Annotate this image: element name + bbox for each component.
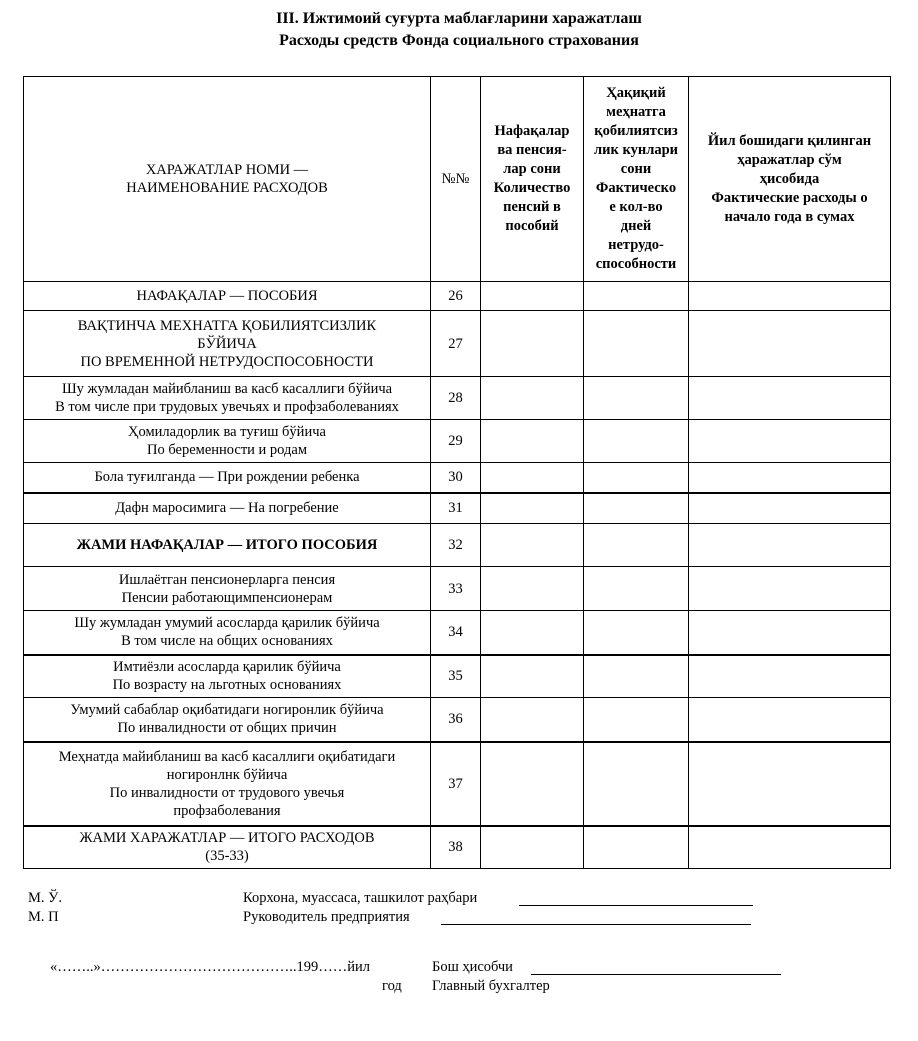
row-number: 29 [431, 420, 481, 463]
table-row [24, 311, 891, 377]
row-actual-expenses-cell[interactable] [689, 611, 891, 655]
row-actual-expenses-cell[interactable] [689, 420, 891, 463]
row-disability-days-cell[interactable] [584, 567, 689, 611]
row-number: 34 [431, 611, 481, 655]
row-number: 27 [431, 311, 481, 377]
row-pensions-count-cell[interactable] [481, 567, 584, 611]
header-actual-expenses: Йил бошидаги қилинган ҳаражатлар сўм ҳисобида Фактические расходы о начало года в сумах [689, 77, 891, 282]
table-row [24, 420, 891, 463]
row-pensions-count-cell[interactable] [481, 611, 584, 655]
header-disability-days: Ҳақиқий меҳнатга қобилиятсиз лик кунлари сони Фактическо е кол-во дней нетрудо- способности [584, 77, 689, 282]
table-row [24, 567, 891, 611]
row-actual-expenses-cell[interactable] [689, 742, 891, 826]
row-actual-expenses-cell[interactable] [689, 567, 891, 611]
row-expense-name: Ишлаётган пенсионерларга пенсия Пенсии работающимпенсионерам [24, 567, 431, 611]
row-number: 32 [431, 524, 481, 567]
row-number: 26 [431, 282, 481, 311]
head-label-ru: Руководитель предприятия [243, 909, 410, 925]
head-label-uz: Корхона, муассаса, ташкилот раҳбари [243, 890, 478, 906]
row-disability-days-cell[interactable] [584, 282, 689, 311]
table-row [24, 463, 891, 493]
row-pensions-count-cell[interactable] [481, 655, 584, 698]
row-number: 37 [431, 742, 481, 826]
table-row [24, 655, 891, 698]
row-disability-days-cell[interactable] [584, 655, 689, 698]
section-title-ru: Расходы средств Фонда социального страхования [279, 32, 639, 49]
table-row [24, 377, 891, 420]
row-actual-expenses-cell[interactable] [689, 655, 891, 698]
row-pensions-count-cell[interactable] [481, 826, 584, 869]
row-pensions-count-cell[interactable] [481, 742, 584, 826]
row-pensions-count-cell[interactable] [481, 524, 584, 567]
head-signature-line [519, 905, 753, 906]
row-actual-expenses-cell[interactable] [689, 698, 891, 742]
row-number: 30 [431, 463, 481, 493]
accountant-label-uz: Бош ҳисобчи [432, 959, 513, 975]
head-signature-line-ru [441, 924, 751, 925]
date-line: «……..»…………………………………..199……йил [50, 959, 371, 975]
row-actual-expenses-cell[interactable] [689, 826, 891, 869]
row-expense-name: НАФАҚАЛАР — ПОСОБИЯ [24, 282, 431, 311]
row-pensions-count-cell[interactable] [481, 698, 584, 742]
row-pensions-count-cell[interactable] [481, 463, 584, 493]
accountant-label-ru: Главный бухгалтер [432, 978, 550, 994]
table-row [24, 611, 891, 655]
row-disability-days-cell[interactable] [584, 611, 689, 655]
header-number: №№ [431, 77, 481, 282]
row-actual-expenses-cell[interactable] [689, 282, 891, 311]
row-number: 35 [431, 655, 481, 698]
row-expense-name: Ҳомиладорлик ва туғиш бўйича По беременности и родам [24, 420, 431, 463]
row-expense-name: Шу жумладан умумий асосларда қарилик бўйича В том числе на общих основаниях [24, 611, 431, 655]
row-actual-expenses-cell[interactable] [689, 524, 891, 567]
row-disability-days-cell[interactable] [584, 826, 689, 869]
row-pensions-count-cell[interactable] [481, 377, 584, 420]
row-pensions-count-cell[interactable] [481, 282, 584, 311]
expenses-table [23, 76, 891, 869]
row-actual-expenses-cell[interactable] [689, 311, 891, 377]
row-disability-days-cell[interactable] [584, 524, 689, 567]
row-number: 31 [431, 493, 481, 524]
row-actual-expenses-cell[interactable] [689, 463, 891, 493]
row-expense-name: Шу жумладан майибланиш ва касб касаллиги бўйича В том числе при трудовых увечьях и профзаболеваниях [24, 377, 431, 420]
row-disability-days-cell[interactable] [584, 420, 689, 463]
stamp-label-uz: М. Ў. [28, 890, 63, 906]
table-row [24, 742, 891, 826]
header-pensions-count: Нафақалар ва пенсия- лар сони Количество пенсий в пособий [481, 77, 584, 282]
row-expense-name: Бола туғилганда — При рождении ребенка [24, 463, 431, 493]
table-header-row [24, 77, 891, 282]
row-disability-days-cell[interactable] [584, 742, 689, 826]
row-expense-name: Дафн маросимига — На погребение [24, 493, 431, 524]
row-disability-days-cell[interactable] [584, 377, 689, 420]
accountant-signature-line [531, 974, 781, 975]
row-pensions-count-cell[interactable] [481, 493, 584, 524]
row-expense-name: Меҳнатда майибланиш ва касб касаллиги оқибатидаги ногиронлнк бўйича По инвалидности от трудового увечья профзаболевания [24, 742, 431, 826]
row-number: 36 [431, 698, 481, 742]
table-row [24, 698, 891, 742]
row-disability-days-cell[interactable] [584, 311, 689, 377]
date-year-ru: год [382, 978, 402, 994]
row-actual-expenses-cell[interactable] [689, 493, 891, 524]
table-row [24, 524, 891, 567]
row-pensions-count-cell[interactable] [481, 420, 584, 463]
table-row [24, 282, 891, 311]
table-row [24, 493, 891, 524]
row-number: 28 [431, 377, 481, 420]
row-expense-name: Умумий сабаблар оқибатидаги ногиронлик бўйича По инвалидности от общих причин [24, 698, 431, 742]
table-row [24, 826, 891, 869]
row-expense-name: Имтиёзли асосларда қарилик бўйича По возрасту на льготных основаниях [24, 655, 431, 698]
row-actual-expenses-cell[interactable] [689, 377, 891, 420]
row-disability-days-cell[interactable] [584, 463, 689, 493]
row-disability-days-cell[interactable] [584, 698, 689, 742]
row-expense-name: ЖАМИ ХАРАЖАТЛАР — ИТОГО РАСХОДОВ (35-33) [24, 826, 431, 869]
header-expense-name: ХАРАЖАТЛАР НОМИ — НАИМЕНОВАНИЕ РАСХОДОВ [24, 77, 431, 282]
section-title-uz: III. Ижтимоий суғурта маблағларини харажатлаш [276, 10, 642, 27]
row-number: 38 [431, 826, 481, 869]
stamp-label-ru: М. П [28, 909, 59, 925]
table-body [24, 282, 891, 869]
row-disability-days-cell[interactable] [584, 493, 689, 524]
row-number: 33 [431, 567, 481, 611]
row-expense-name: ЖАМИ НАФАҚАЛАР — ИТОГО ПОСОБИЯ [24, 524, 431, 567]
row-pensions-count-cell[interactable] [481, 311, 584, 377]
row-expense-name: ВАҚТИНЧА МЕХНАТГА ҚОБИЛИЯТСИЗЛИК БЎЙИЧА ПО ВРЕМЕННОЙ НЕТРУДОСПОСОБНОСТИ [24, 311, 431, 377]
